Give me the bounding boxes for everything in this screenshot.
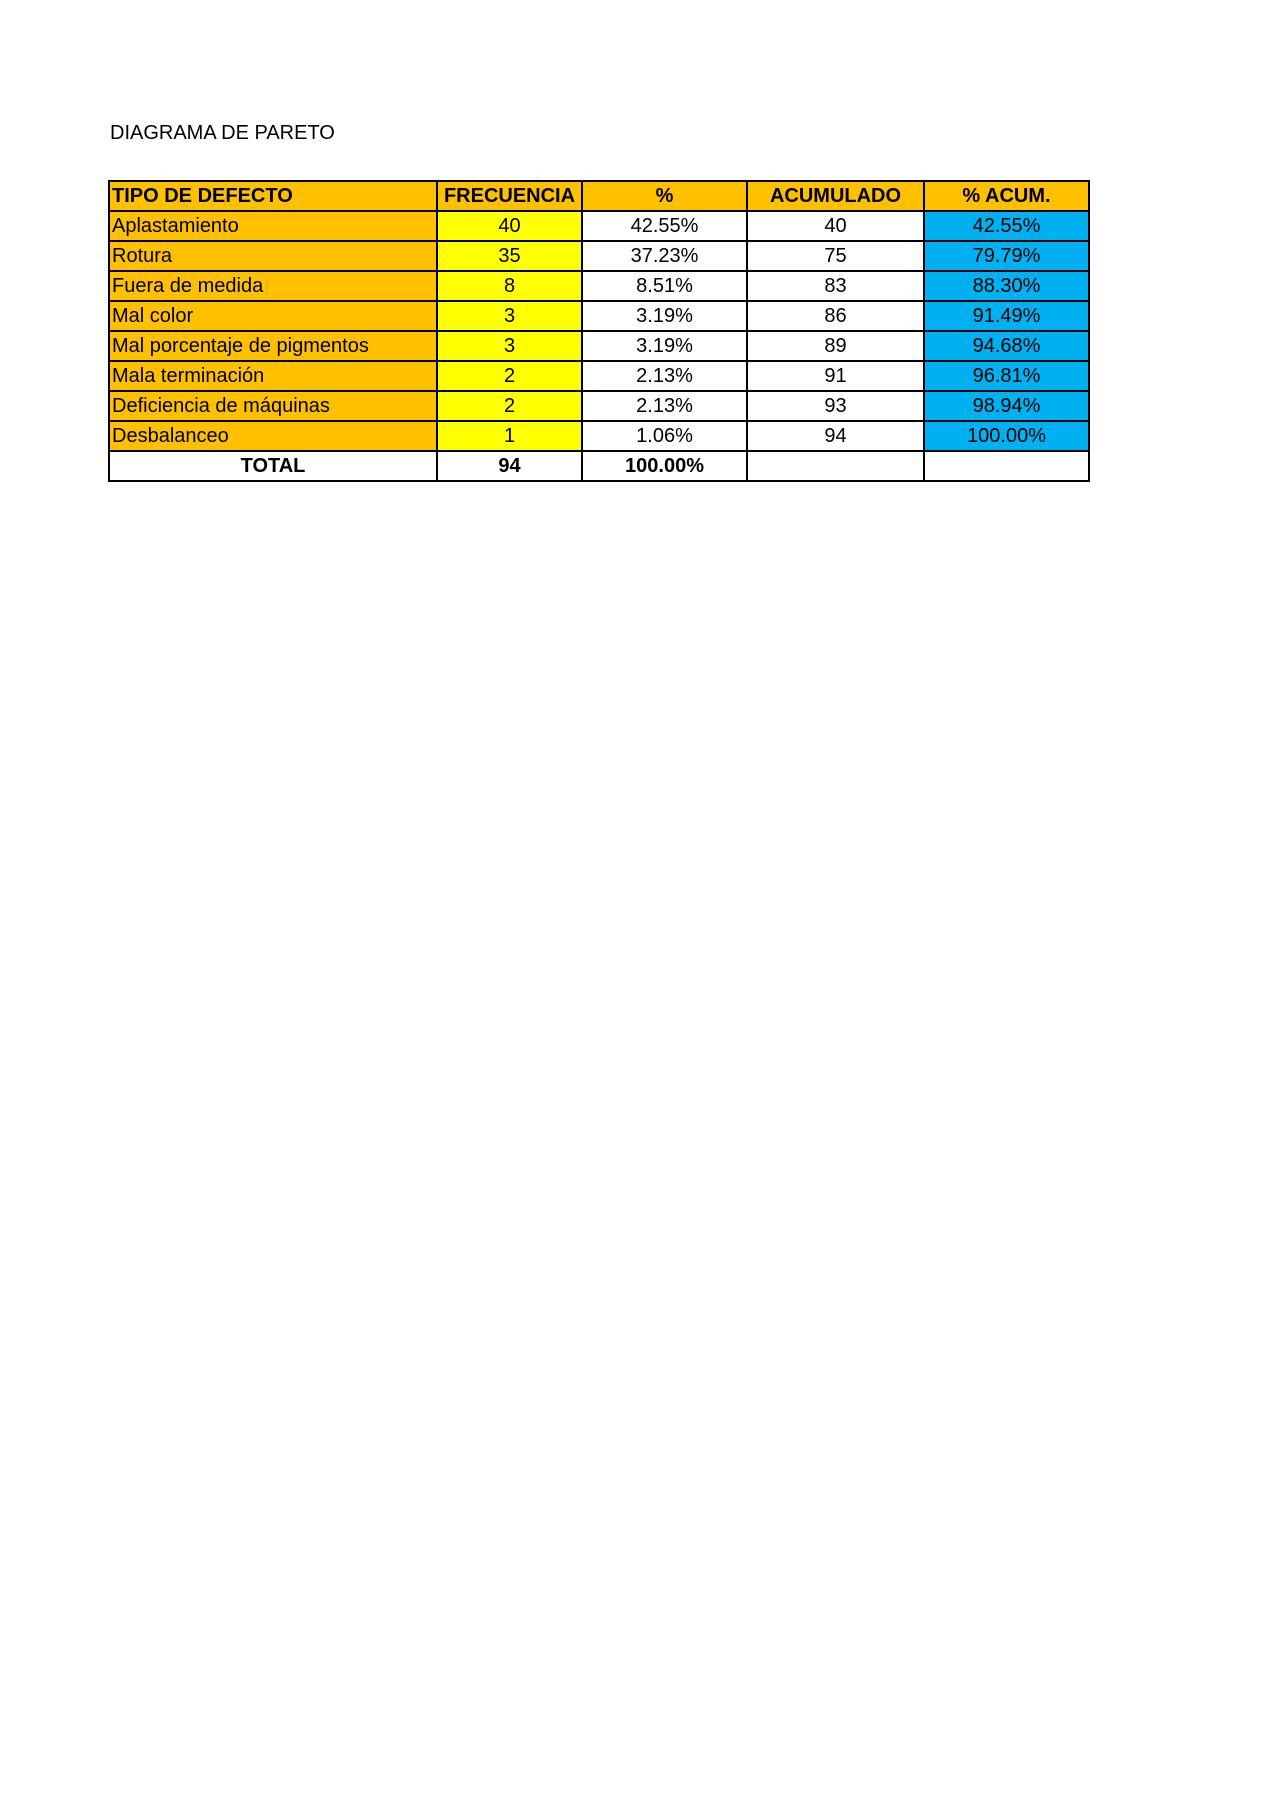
table-total-row: [109, 451, 1089, 481]
cell-frecuencia[interactable]: 2: [437, 361, 582, 391]
header-frecuencia[interactable]: FRECUENCIA: [437, 181, 582, 211]
cell-acumulado[interactable]: 75: [747, 241, 924, 271]
cell-porcentaje-acumulado[interactable]: 88.30%: [924, 271, 1089, 301]
cell-porcentaje-acumulado[interactable]: 98.94%: [924, 391, 1089, 421]
cell-tipo[interactable]: Mal color: [109, 301, 437, 331]
header-porcentaje[interactable]: %: [582, 181, 747, 211]
cell-porcentaje-acumulado[interactable]: 79.79%: [924, 241, 1089, 271]
cell-total-label[interactable]: TOTAL: [109, 451, 437, 481]
cell-porcentaje-acumulado[interactable]: 42.55%: [924, 211, 1089, 241]
cell-porcentaje[interactable]: 8.51%: [582, 271, 747, 301]
cell-porcentaje[interactable]: 1.06%: [582, 421, 747, 451]
cell-porcentaje[interactable]: 3.19%: [582, 301, 747, 331]
cell-total-porcentaje[interactable]: 100.00%: [582, 451, 747, 481]
cell-porcentaje-acumulado[interactable]: 94.68%: [924, 331, 1089, 361]
cell-porcentaje[interactable]: 37.23%: [582, 241, 747, 271]
cell-acumulado[interactable]: 91: [747, 361, 924, 391]
cell-total-acumulado[interactable]: [747, 451, 924, 481]
cell-tipo[interactable]: Mala terminación: [109, 361, 437, 391]
cell-acumulado[interactable]: 86: [747, 301, 924, 331]
table-row: [109, 361, 1089, 391]
cell-acumulado[interactable]: 93: [747, 391, 924, 421]
cell-frecuencia[interactable]: 1: [437, 421, 582, 451]
cell-acumulado[interactable]: 40: [747, 211, 924, 241]
header-tipo-de-defecto[interactable]: TIPO DE DEFECTO: [109, 181, 437, 211]
cell-porcentaje[interactable]: 2.13%: [582, 361, 747, 391]
table-row: [109, 271, 1089, 301]
cell-acumulado[interactable]: 94: [747, 421, 924, 451]
cell-frecuencia[interactable]: 8: [437, 271, 582, 301]
cell-frecuencia[interactable]: 3: [437, 301, 582, 331]
cell-tipo[interactable]: Rotura: [109, 241, 437, 271]
table-header-row: [109, 181, 1089, 211]
table-row: [109, 331, 1089, 361]
cell-porcentaje[interactable]: 2.13%: [582, 391, 747, 421]
cell-tipo[interactable]: Aplastamiento: [109, 211, 437, 241]
header-porcentaje-acumulado[interactable]: % ACUM.: [924, 181, 1089, 211]
cell-frecuencia[interactable]: 3: [437, 331, 582, 361]
table-row: [109, 391, 1089, 421]
cell-porcentaje[interactable]: 42.55%: [582, 211, 747, 241]
cell-total-porcentaje-acumulado[interactable]: [924, 451, 1089, 481]
table-row: [109, 211, 1089, 241]
cell-frecuencia[interactable]: 2: [437, 391, 582, 421]
document-title: DIAGRAMA DE PARETO: [110, 122, 335, 144]
cell-frecuencia[interactable]: 40: [437, 211, 582, 241]
cell-frecuencia[interactable]: 35: [437, 241, 582, 271]
table-row: [109, 241, 1089, 271]
cell-total-frecuencia[interactable]: 94: [437, 451, 582, 481]
cell-porcentaje-acumulado[interactable]: 100.00%: [924, 421, 1089, 451]
table-row: [109, 301, 1089, 331]
cell-porcentaje[interactable]: 3.19%: [582, 331, 747, 361]
header-acumulado[interactable]: ACUMULADO: [747, 181, 924, 211]
cell-acumulado[interactable]: 83: [747, 271, 924, 301]
cell-porcentaje-acumulado[interactable]: 96.81%: [924, 361, 1089, 391]
cell-porcentaje-acumulado[interactable]: 91.49%: [924, 301, 1089, 331]
table-row: [109, 421, 1089, 451]
cell-tipo[interactable]: Deficiencia de máquinas: [109, 391, 437, 421]
cell-tipo[interactable]: Fuera de medida: [109, 271, 437, 301]
pareto-table: [108, 180, 1090, 482]
cell-acumulado[interactable]: 89: [747, 331, 924, 361]
cell-tipo[interactable]: Desbalanceo: [109, 421, 437, 451]
cell-tipo[interactable]: Mal porcentaje de pigmentos: [109, 331, 437, 361]
